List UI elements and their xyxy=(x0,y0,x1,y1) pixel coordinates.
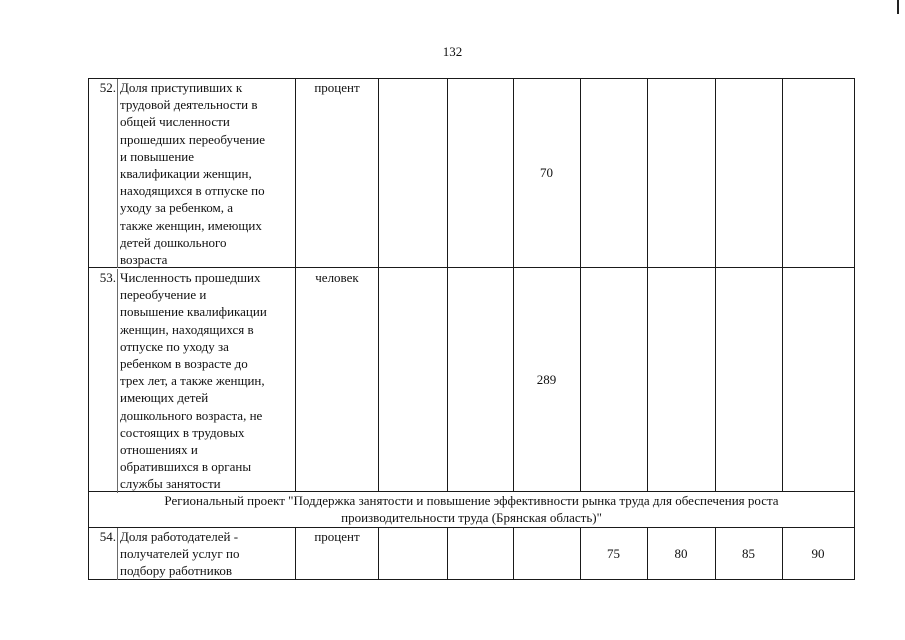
column-rule xyxy=(580,78,581,491)
table-border-right xyxy=(854,78,855,580)
unit-of-measure: процент xyxy=(314,80,360,95)
page-number: 132 xyxy=(442,44,463,59)
column-rule xyxy=(715,78,716,491)
indicator-value: 70 xyxy=(540,165,553,180)
column-rule xyxy=(378,78,379,491)
row-number: 54. xyxy=(99,529,116,544)
column-rule xyxy=(447,78,448,491)
indicator-name: Доля приступивших к трудовой деятельности в общей численности прошедших переобучение и повышение квалификации женщин, находящихся в отпуске по уходу за ребенком, а также женщин, имеющих детей дошкольного возраста xyxy=(117,79,294,268)
indicator-name: Численность прошедших переобучение и повышение квалификации женщин, находящихся в отпуске по уходу за ребенком в возрасте до трех лет, а также женщин, имеющих детей дошкольного возраста, не состоящих в трудовых отношениях и обратившихся в органы службы занятости xyxy=(117,269,294,493)
column-rule xyxy=(647,78,648,491)
indicator-value: 289 xyxy=(536,372,557,387)
unit-of-measure: процент xyxy=(314,529,360,544)
section-title-line: Региональный проект "Поддержка занятости и повышение эффективности рынка труда для обеспечения роста xyxy=(164,493,779,508)
indicator-value: 85 xyxy=(742,546,755,561)
data-table xyxy=(88,78,855,580)
indicator-value: 90 xyxy=(811,546,825,561)
indicator-name: Доля работодателей - получателей услуг по подбору работников xyxy=(117,528,294,580)
unit-of-measure: человек xyxy=(315,270,359,285)
row-number: 53. xyxy=(99,270,116,285)
section-header xyxy=(89,492,854,526)
section-title-line: производительности труда (Брянская область)" xyxy=(341,510,602,525)
row-number: 52. xyxy=(99,80,116,95)
column-rule xyxy=(447,527,448,580)
scan-edge-mark xyxy=(897,0,899,14)
indicator-value: 75 xyxy=(607,546,620,561)
column-rule xyxy=(782,78,783,491)
indicator-value: 80 xyxy=(674,546,688,561)
column-rule xyxy=(513,527,514,580)
column-rule xyxy=(513,78,514,491)
column-rule xyxy=(378,527,379,580)
